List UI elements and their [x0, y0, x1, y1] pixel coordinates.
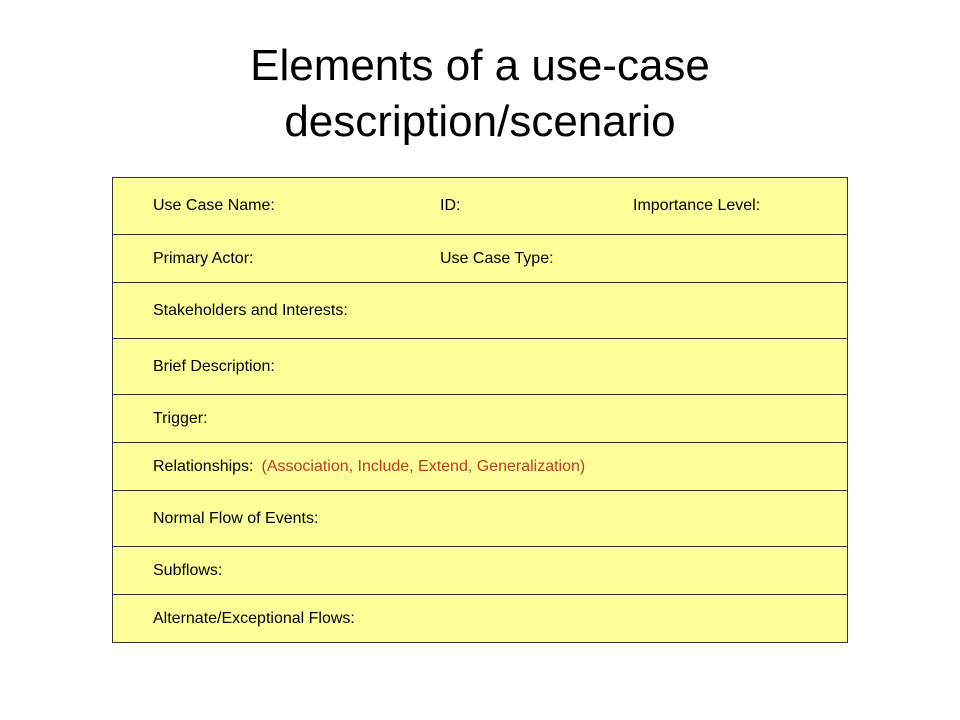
slide-title-line-1: Elements of a use-case [250, 41, 710, 90]
relationships-cell [153, 458, 585, 476]
stakeholders-label: Stakeholders and Interests: [153, 301, 348, 319]
use-case-form-table [112, 177, 848, 643]
alternate-flows-label: Alternate/Exceptional Flows: [153, 609, 355, 627]
relationships-label: Relationships: [153, 457, 254, 475]
form-row-trigger [113, 394, 847, 442]
trigger-label: Trigger: [153, 409, 208, 427]
form-row-subflows [113, 546, 847, 594]
form-row-brief-description [113, 338, 847, 394]
id-label: ID: [440, 197, 461, 214]
brief-description-label: Brief Description: [153, 357, 275, 375]
primary-actor-label: Primary Actor: [153, 249, 254, 267]
form-row-stakeholders [113, 282, 847, 338]
relationships-hint: (Association, Include, Extend, Generalization) [261, 457, 586, 475]
slide-title-line-2: description/scenario [284, 97, 676, 146]
form-row-relationships [113, 442, 847, 490]
form-row-primary-actor [113, 234, 847, 282]
form-row-normal-flow [113, 490, 847, 546]
normal-flow-label: Normal Flow of Events: [153, 509, 319, 527]
form-row-alternate-flows [113, 594, 847, 642]
importance-level-label: Importance Level: [633, 197, 761, 214]
use-case-name-label: Use Case Name: [153, 197, 275, 214]
slide-title [0, 38, 960, 150]
subflows-label: Subflows: [153, 561, 223, 579]
use-case-type-label: Use Case Type: [440, 249, 554, 267]
form-row-use-case-name [113, 178, 847, 234]
